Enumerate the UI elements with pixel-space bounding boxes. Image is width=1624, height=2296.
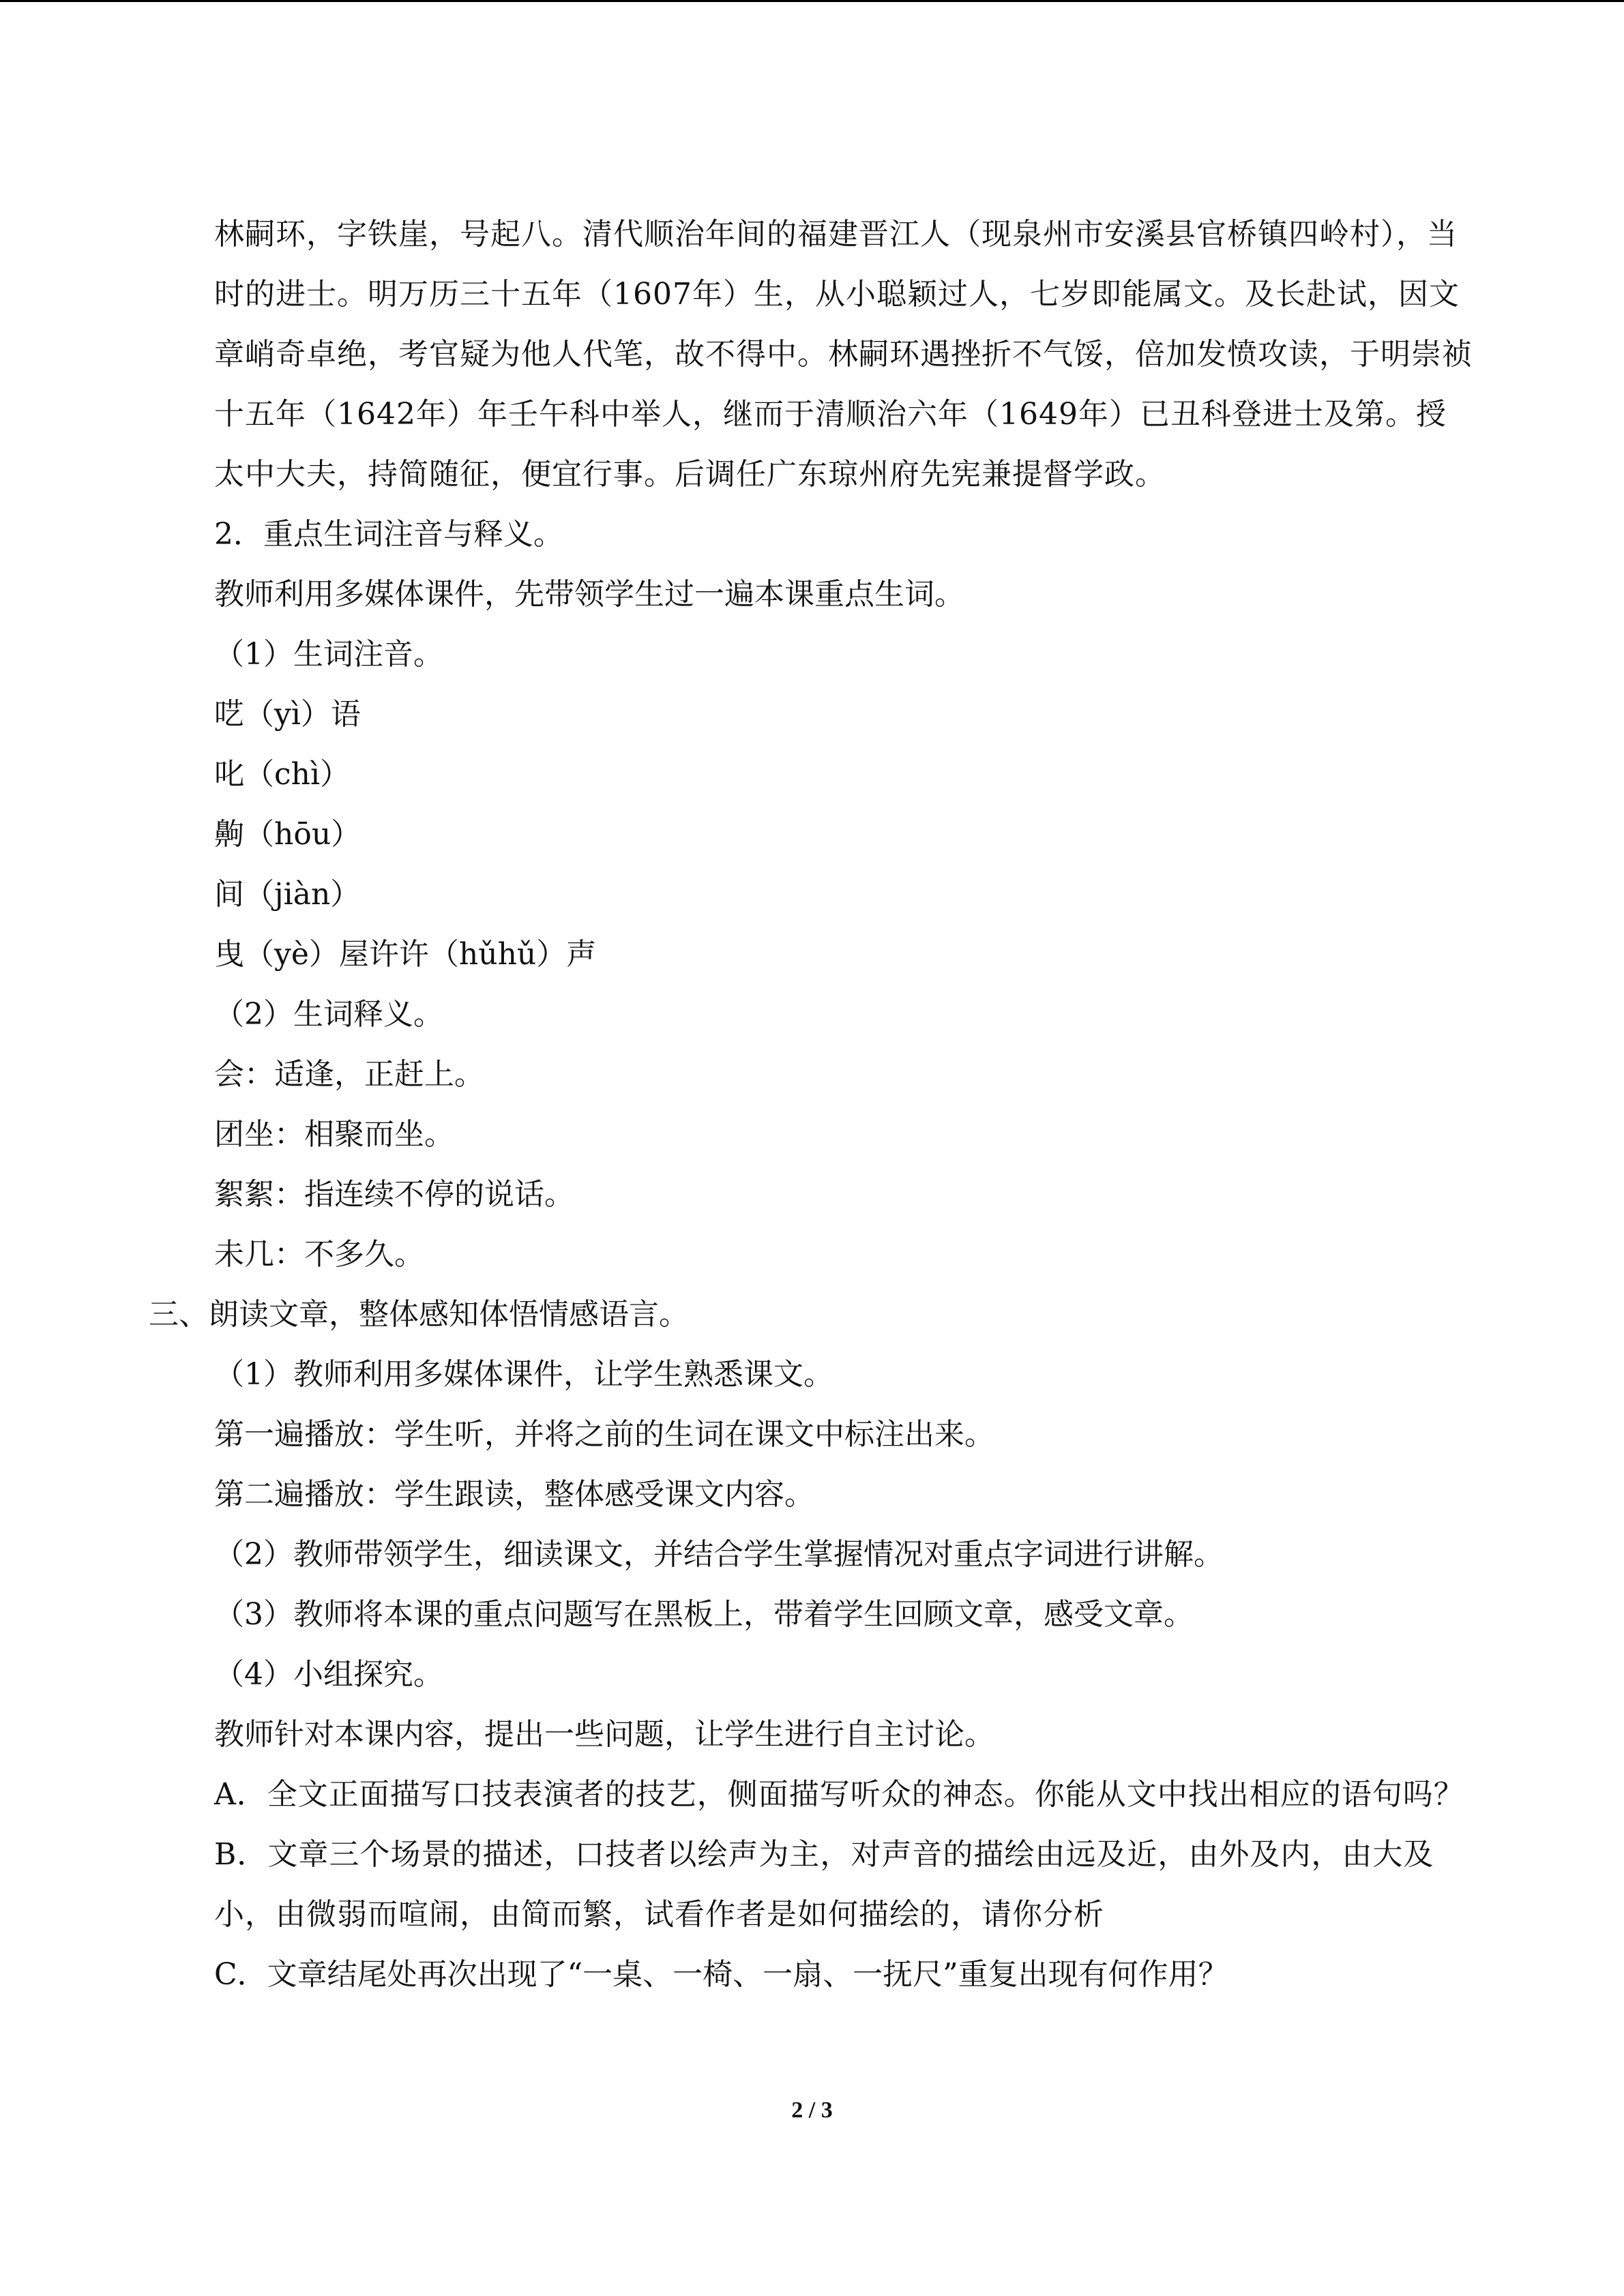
top-border-line [0, 0, 1624, 2]
vocab-item: 叱（chì） [214, 757, 351, 792]
paragraph: 教师利用多媒体课件，先带领学生过一遍本课重点生词。 [214, 577, 964, 612]
vocab-item: 齁（hōu） [214, 817, 361, 852]
step-item: （2）教师带领学生，细读课文，并结合学生掌握情况对重点字词进行讲解。 [214, 1537, 1224, 1572]
paragraph: 教师针对本课内容，提出一些问题，让学生进行自主讨论。 [214, 1717, 994, 1752]
section-heading-vocab: 2．重点生词注音与释义。 [214, 517, 563, 552]
definition-item: 絮絮：指连续不停的说话。 [214, 1177, 574, 1212]
sub-heading-meaning: （2）生词释义。 [214, 997, 443, 1032]
definition-item: 会：适逢，正赶上。 [214, 1057, 484, 1092]
step-item: （1）教师利用多媒体课件，让学生熟悉课文。 [214, 1357, 833, 1392]
section-heading-reading: 三、朗读文章，整体感知体悟情感语言。 [149, 1297, 689, 1332]
vocab-item: 间（jiàn） [214, 877, 361, 912]
question-a: A．全文正面描写口技表演者的技艺，侧面描写听众的神态。你能从文中找出相应的语句吗？ [214, 1777, 1464, 1812]
question-c: C．文章结尾处再次出现了“一桌、一椅、一扇、一抚尺”重复出现有何作用？ [214, 1957, 1228, 1992]
step-item: 第一遍播放：学生听，并将之前的生词在课文中标注出来。 [214, 1417, 994, 1452]
step-item: 第二遍播放：学生跟读，整体感受课文内容。 [214, 1477, 814, 1512]
question-b: B．文章三个场景的描述，口技者以绘声为主，对声音的描绘由远及近，由外及内，由大及小，由微弱而喧闹，由简而繁，试看作者是如何描绘的，请你分析 [214, 1837, 1434, 1932]
step-item: （4）小组探究。 [214, 1657, 443, 1692]
vocab-item: 呓（yì）语 [214, 697, 361, 732]
sub-heading-pronunciation: （1）生词注音。 [214, 637, 443, 672]
vocab-item: 曳（yè）屋许许（hǔhǔ）声 [214, 937, 597, 972]
definition-item: 团坐：相聚而坐。 [214, 1117, 454, 1152]
page-number: 2 / 3 [791, 2098, 833, 2123]
step-item: （3）教师将本课的重点问题写在黑板上，带着学生回顾文章，感受文章。 [214, 1597, 1194, 1632]
document-body [149, 205, 1475, 2005]
paragraph-author-bio: 林嗣环，字铁崖，号起八。清代顺治年间的福建晋江人（现泉州市安溪县官桥镇四岭村），当时的进士。明万历三十五年（1607年）生，从小聪颖过人，七岁即能属文。及长赴试，因文章峭奇卓绝，考官疑为他人代笔，故不得中。林嗣环遇挫折不气馁，倍加发愤攻读，于明崇祯十五年（1642年）年壬午科中举人，继而于清顺治六年（1649年）已丑科登进士及第。授太中大夫，持简随征，便宜行事。后调任广东琼州府先宪兼提督学政。 [214, 217, 1473, 492]
definition-item: 未几：不多久。 [214, 1237, 424, 1272]
